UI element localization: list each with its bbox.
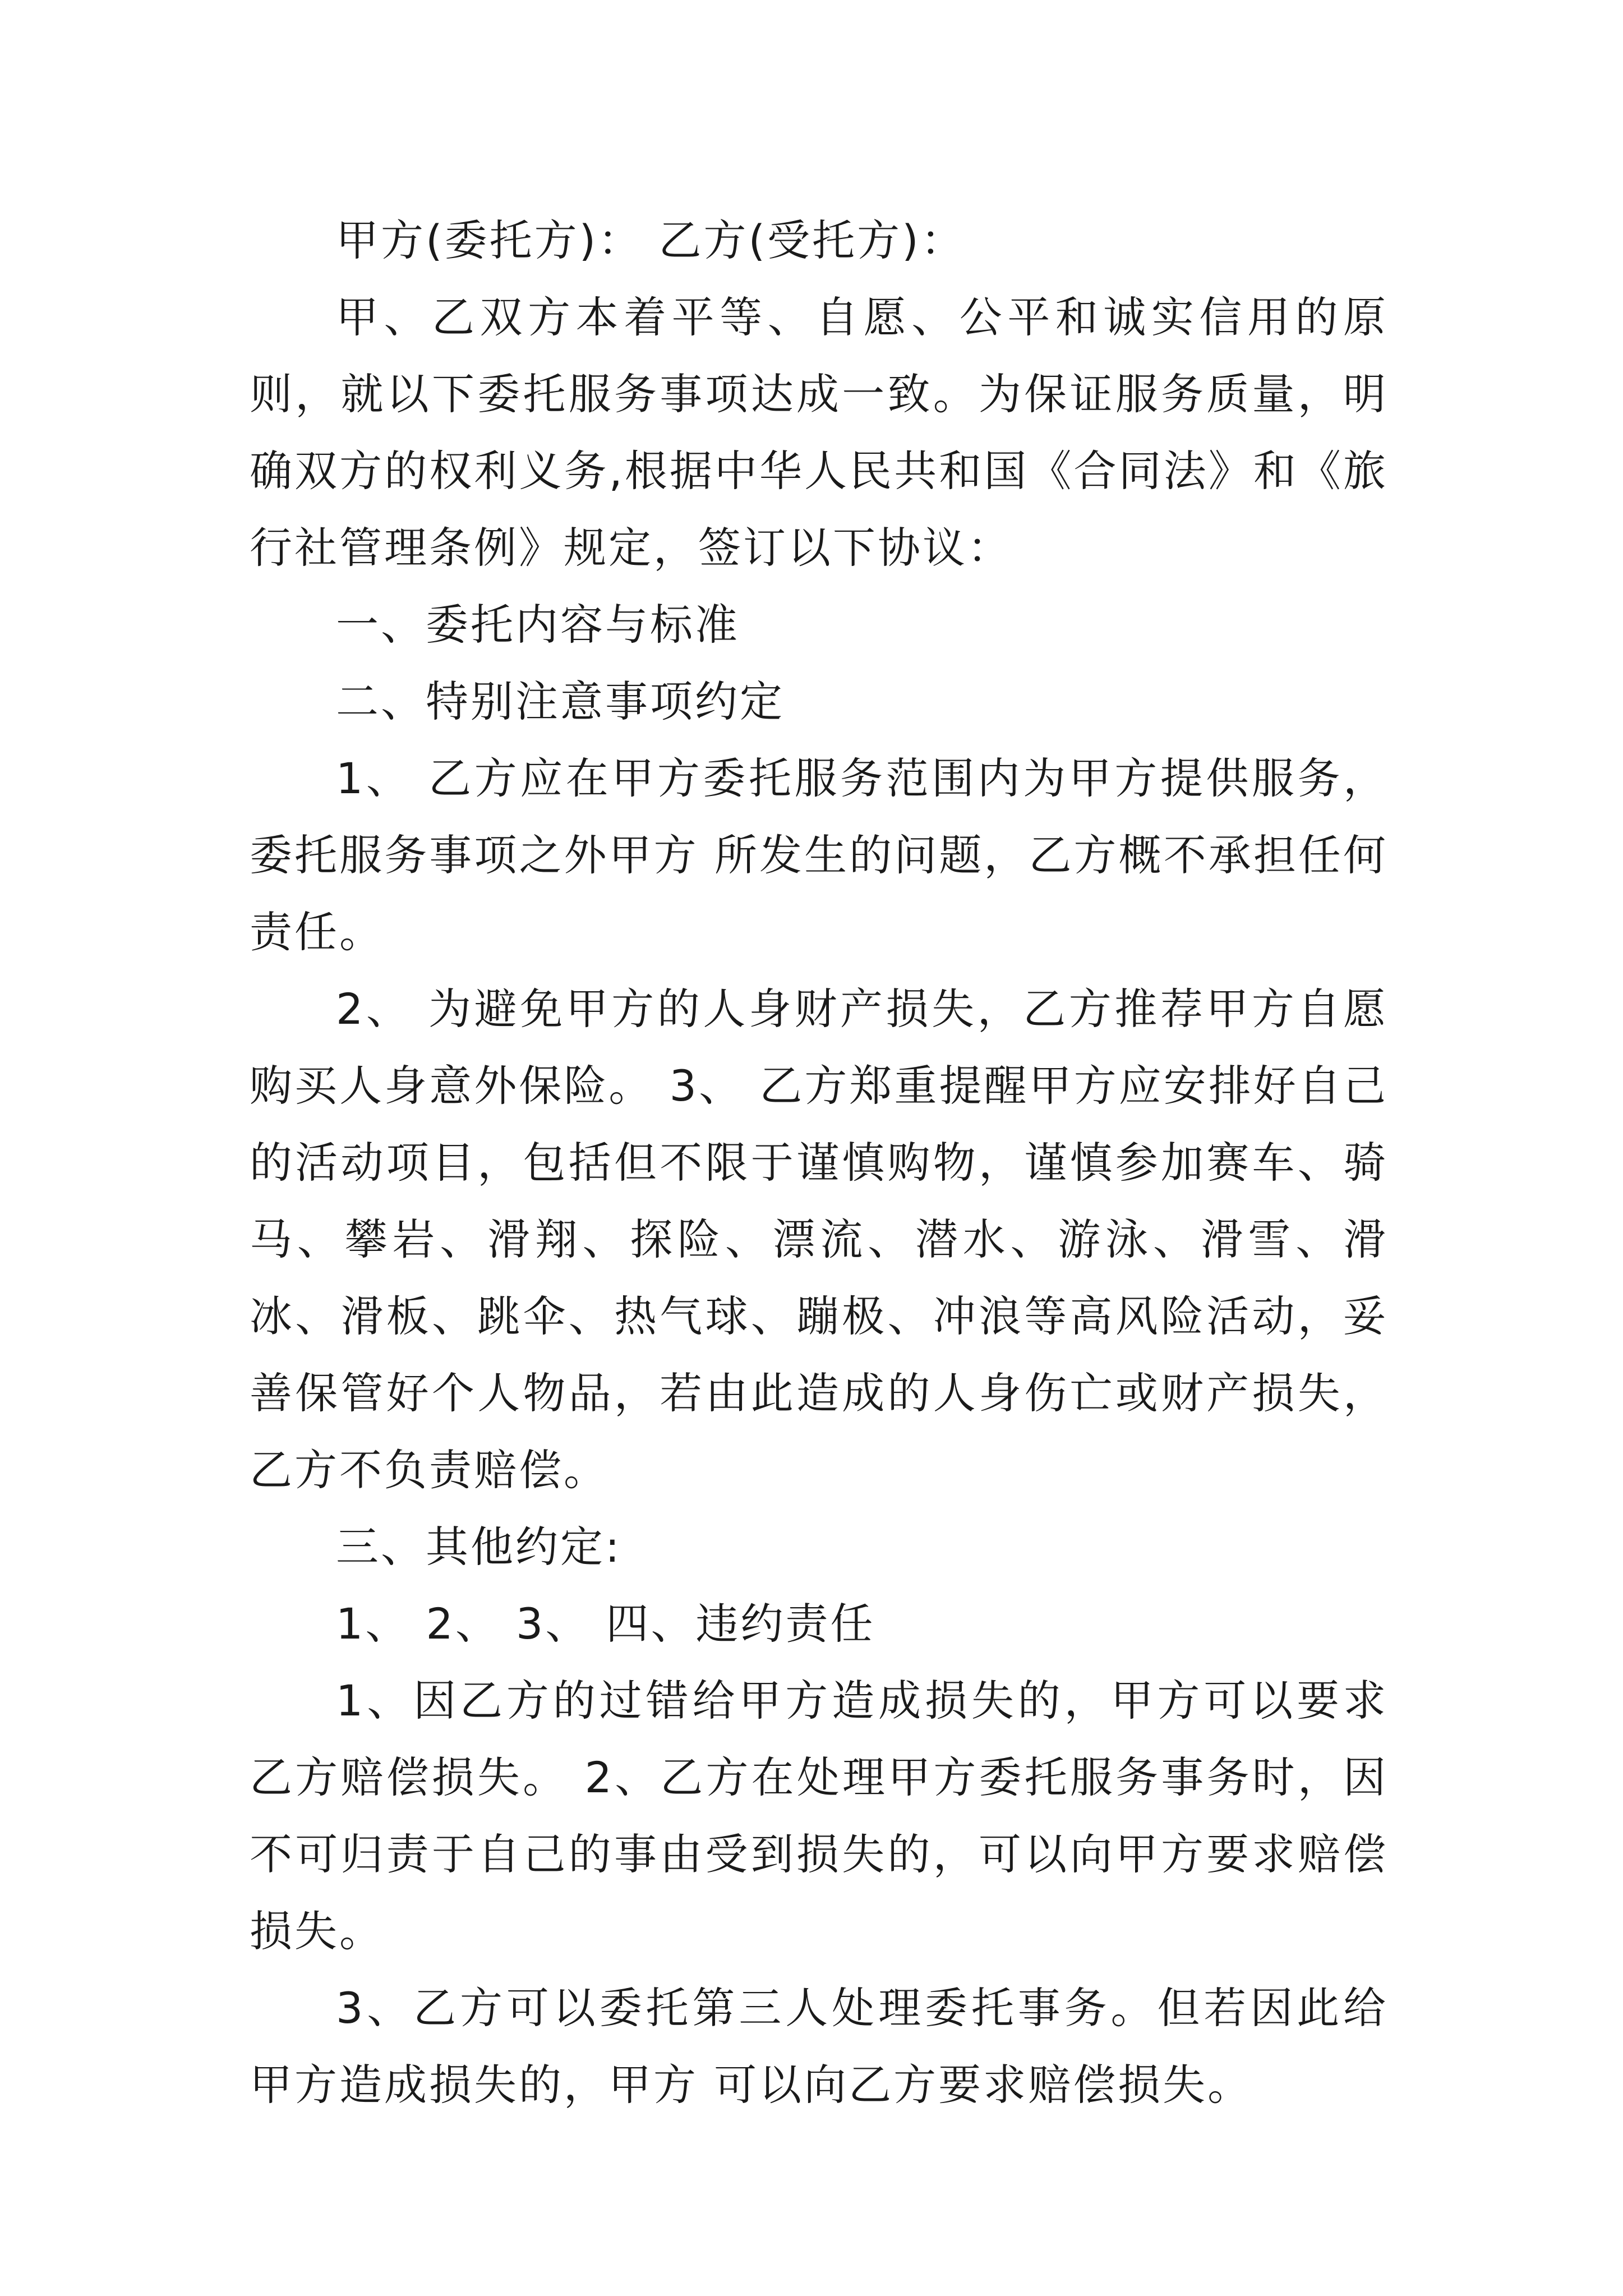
preamble-paragraph: 甲、乙双方本着平等、自愿、公平和诚实信用的原则，就以下委托服务事项达成一致。为保证服务质量，明确双方的权利义务,根据中华人民共和国《合同法》和《旅行社管理条例》规定，签订以下协议： (250, 292, 1388, 573)
clause-2-1: 1、 乙方应在甲方委托服务范围内为甲方提供服务，委托服务事项之外甲方 所发生的问题，乙方概不承担任何责任。 (250, 753, 1388, 957)
section-heading-4-line: 1、 2、 3、 四、违约责任 (336, 1599, 875, 1649)
section-heading-1: 一、委托内容与标准 (336, 600, 740, 650)
clause-2-2-3: 2、 为避免甲方的人身财产损失，乙方推荐甲方自愿购买人身意外保险。 3、 乙方郑重提醒甲方应安排好自己的活动项目，包括但不限于谨慎购物，谨慎参加赛车、骑马、攀岩、滑翔、探险、漂流、潜水、游泳、滑雪、滑冰、滑板、跳伞、热气球、蹦极、冲浪等高风险活动，妥善保管好个人物品，若由此造成的人身伤亡或财产损失，乙方不负责赔偿。 (250, 984, 1388, 1495)
document-body (250, 202, 1388, 2123)
section-heading-3: 三、其他约定: (336, 1522, 622, 1572)
clause-4-1-2: 1、因乙方的过错给甲方造成损失的，甲方可以要求乙方赔偿损失。 2、乙方在处理甲方委托服务事务时，因不可归责于自己的事由受到损失的，可以向甲方要求赔偿损失。 (250, 1676, 1388, 1956)
section-heading-2: 二、特别注意事项约定 (336, 677, 785, 726)
parties-line: 甲方(委托方)： 乙方(受托方)： (336, 215, 966, 265)
clause-4-3: 3、乙方可以委托第三人处理委托事务。但若因此给甲方造成损失的，甲方 可以向乙方要求赔偿损失。 (250, 1983, 1388, 2110)
